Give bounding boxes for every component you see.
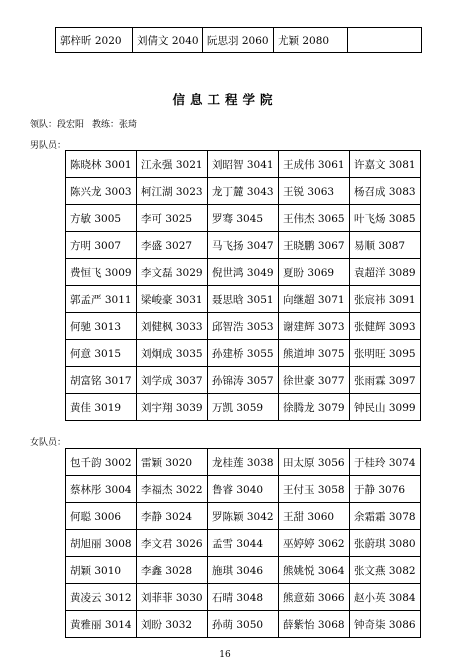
roster-cell: 杨召成 3083 xyxy=(350,178,421,205)
table-row xyxy=(66,476,421,503)
roster-cell: 张文燕 3082 xyxy=(350,557,421,584)
roster-cell: 余霜霜 3078 xyxy=(350,503,421,530)
table-row xyxy=(66,232,421,259)
table-row xyxy=(66,286,421,313)
table-row xyxy=(66,151,421,178)
roster-cell: 柯江湖 3023 xyxy=(137,178,208,205)
continued-roster-body xyxy=(56,28,422,53)
roster-cell: 方敏 3005 xyxy=(66,205,137,232)
roster-cell: 李文君 3026 xyxy=(137,530,208,557)
roster-cell: 张蔚琪 3080 xyxy=(350,530,421,557)
roster-cell: 龙桂莲 3038 xyxy=(208,449,279,476)
roster-cell: 陈晓林 3001 xyxy=(66,151,137,178)
roster-cell: 熊意茹 3066 xyxy=(279,584,350,611)
college-title: 信息工程学院 xyxy=(172,92,278,107)
roster-cell: 龙丁麓 3043 xyxy=(208,178,279,205)
male-roster-body xyxy=(66,151,421,421)
continued-roster-table xyxy=(55,27,422,53)
roster-cell: 张雨霖 3097 xyxy=(350,367,421,394)
roster-cell: 石晴 3048 xyxy=(208,584,279,611)
table-row xyxy=(66,178,421,205)
coach-label: 教练：张琦 xyxy=(92,120,138,130)
roster-cell: 鲁睿 3040 xyxy=(208,476,279,503)
roster-cell: 王付玉 3058 xyxy=(279,476,350,503)
roster-cell: 孟雪 3044 xyxy=(208,530,279,557)
roster-cell: 罗骞 3045 xyxy=(208,205,279,232)
roster-cell: 夏盼 3069 xyxy=(279,259,350,286)
roster-cell: 陈兴龙 3003 xyxy=(66,178,137,205)
roster-cell: 钟奇柒 3086 xyxy=(350,611,421,638)
roster-cell: 刘菲菲 3030 xyxy=(137,584,208,611)
roster-cell: 倪世鸿 3049 xyxy=(208,259,279,286)
roster-cell: 易顺 3087 xyxy=(350,232,421,259)
roster-cell: 胡富铭 3017 xyxy=(66,367,137,394)
table-row xyxy=(66,205,421,232)
roster-cell: 谢建辉 3073 xyxy=(279,313,350,340)
roster-cell: 李盛 3027 xyxy=(137,232,208,259)
roster-cell xyxy=(348,28,422,53)
roster-cell: 王晓鹏 3067 xyxy=(279,232,350,259)
roster-cell: 阮思羽 2060 xyxy=(203,28,274,53)
roster-cell: 何聪 3006 xyxy=(66,503,137,530)
roster-cell: 李鑫 3028 xyxy=(137,557,208,584)
roster-cell: 郭孟严 3011 xyxy=(66,286,137,313)
roster-cell: 孙萌 3050 xyxy=(208,611,279,638)
team-leader-label: 领队：段宏阳 xyxy=(30,120,85,130)
roster-cell: 罗陈颖 3042 xyxy=(208,503,279,530)
roster-cell: 于桂玲 3074 xyxy=(350,449,421,476)
roster-cell: 施琪 3046 xyxy=(208,557,279,584)
roster-cell: 李福杰 3022 xyxy=(137,476,208,503)
roster-cell: 刘炯成 3035 xyxy=(137,340,208,367)
female-roster-body xyxy=(66,449,421,638)
table-row xyxy=(66,259,421,286)
roster-cell: 孙锦涛 3057 xyxy=(208,367,279,394)
roster-cell: 许嘉文 3081 xyxy=(350,151,421,178)
roster-cell: 刘盼 3032 xyxy=(137,611,208,638)
roster-cell: 胡颖 3010 xyxy=(66,557,137,584)
roster-cell: 黄佳 3019 xyxy=(66,394,137,421)
roster-cell: 何驰 3013 xyxy=(66,313,137,340)
male-roster-table xyxy=(65,150,421,421)
roster-cell: 张明旺 3095 xyxy=(350,340,421,367)
roster-cell: 王伟杰 3065 xyxy=(279,205,350,232)
table-row xyxy=(66,449,421,476)
roster-cell: 田太原 3056 xyxy=(279,449,350,476)
roster-cell: 胡旭丽 3008 xyxy=(66,530,137,557)
table-row xyxy=(66,313,421,340)
roster-cell: 薛紫怡 3068 xyxy=(279,611,350,638)
female-roster-table xyxy=(65,448,421,638)
female-section-label: 女队员： xyxy=(30,438,67,448)
roster-cell: 费恒飞 3009 xyxy=(66,259,137,286)
roster-cell: 李可 3025 xyxy=(137,205,208,232)
roster-cell: 郭梓昕 2020 xyxy=(56,28,133,53)
roster-cell: 叶飞炀 3085 xyxy=(350,205,421,232)
roster-cell: 袁超洋 3089 xyxy=(350,259,421,286)
roster-cell: 徐世豪 3077 xyxy=(279,367,350,394)
roster-cell: 于静 3076 xyxy=(350,476,421,503)
roster-cell: 刘学成 3037 xyxy=(137,367,208,394)
table-row xyxy=(66,340,421,367)
table-row xyxy=(66,503,421,530)
roster-cell: 包千韵 3002 xyxy=(66,449,137,476)
roster-cell: 邱智浩 3053 xyxy=(208,313,279,340)
table-row xyxy=(66,394,421,421)
roster-cell: 王成伟 3061 xyxy=(279,151,350,178)
roster-cell: 刘倩文 2040 xyxy=(133,28,203,53)
roster-cell: 李静 3024 xyxy=(137,503,208,530)
roster-cell: 何意 3015 xyxy=(66,340,137,367)
roster-cell: 徐腾龙 3079 xyxy=(279,394,350,421)
roster-cell: 巫婷婷 3062 xyxy=(279,530,350,557)
roster-cell: 黄雅丽 3014 xyxy=(66,611,137,638)
roster-cell: 刘宇翔 3039 xyxy=(137,394,208,421)
roster-cell: 熊姚悦 3064 xyxy=(279,557,350,584)
roster-cell: 刘健枫 3033 xyxy=(137,313,208,340)
roster-cell: 熊道坤 3075 xyxy=(279,340,350,367)
roster-cell: 梁峻豪 3031 xyxy=(137,286,208,313)
roster-cell: 赵小英 3084 xyxy=(350,584,421,611)
roster-cell: 刘昭智 3041 xyxy=(208,151,279,178)
table-row xyxy=(66,584,421,611)
roster-cell: 张宸祎 3091 xyxy=(350,286,421,313)
table-row xyxy=(66,530,421,557)
roster-cell: 王锐 3063 xyxy=(279,178,350,205)
roster-cell: 雷颖 3020 xyxy=(137,449,208,476)
male-section-label: 男队员： xyxy=(30,141,67,151)
roster-cell: 万凯 3059 xyxy=(208,394,279,421)
roster-cell: 黄凌云 3012 xyxy=(66,584,137,611)
roster-cell: 聂思晗 3051 xyxy=(208,286,279,313)
table-row xyxy=(66,611,421,638)
roster-cell: 尤颖 2080 xyxy=(274,28,348,53)
roster-cell: 蔡林彤 3004 xyxy=(66,476,137,503)
table-row xyxy=(56,28,422,53)
roster-cell: 张健辉 3093 xyxy=(350,313,421,340)
table-row xyxy=(66,557,421,584)
team-leaders-line xyxy=(30,117,137,130)
roster-cell: 向继超 3071 xyxy=(279,286,350,313)
roster-cell: 钟民山 3099 xyxy=(350,394,421,421)
table-row xyxy=(66,367,421,394)
roster-cell: 李文磊 3029 xyxy=(137,259,208,286)
roster-cell: 孙建桥 3055 xyxy=(208,340,279,367)
roster-cell: 方明 3007 xyxy=(66,232,137,259)
roster-cell: 马飞扬 3047 xyxy=(208,232,279,259)
roster-cell: 王甜 3060 xyxy=(279,503,350,530)
page-number: 16 xyxy=(219,650,231,660)
roster-cell: 江永强 3021 xyxy=(137,151,208,178)
